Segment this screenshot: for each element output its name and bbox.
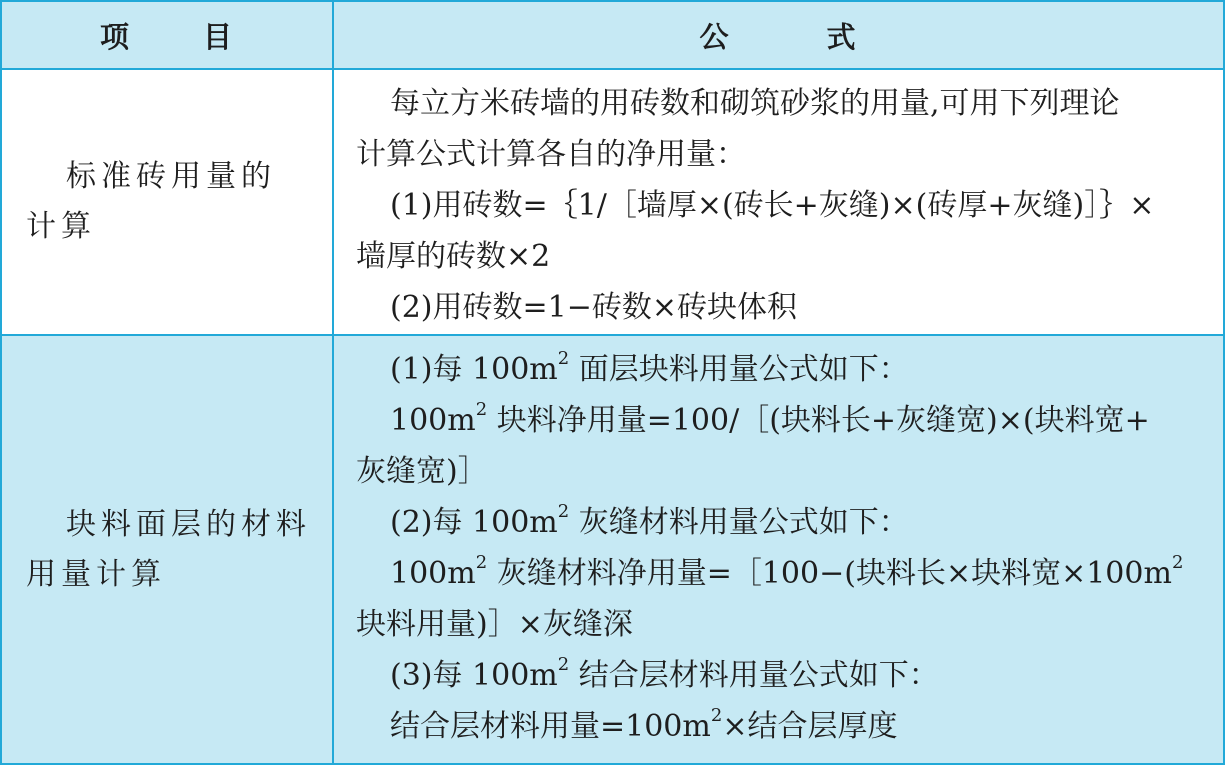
- formula-line: 结合层材料用量$=100m^2\times$结合层厚度: [390, 705, 898, 744]
- header-item-char2: 目: [203, 19, 235, 54]
- item-label-line2: 用量计算: [26, 557, 166, 592]
- table-row-tile: [2, 336, 1223, 763]
- header-formula-cell: [334, 2, 1223, 68]
- formula-line: $100m^2$ 灰缝材料净用量=［100−(块料长×块料宽$\times 100m^2$: [390, 552, 1184, 591]
- item-cell-brick: [2, 70, 334, 334]
- formula-line: $100m^2$ 块料净用量=100/［(块料长+灰缝宽)×(块料宽+: [390, 399, 1150, 438]
- header-formula-char2: 式: [826, 19, 858, 54]
- formula-line: 墙厚的砖数×2: [356, 239, 551, 274]
- formula-line: 计算公式计算各自的净用量：: [356, 137, 746, 172]
- item-label-line1: 标准砖用量的: [66, 159, 276, 194]
- table-row-brick: [2, 70, 1223, 336]
- header-formula-char1: 公: [699, 19, 731, 54]
- item-cell-tile: [2, 336, 334, 763]
- formula-line: 每立方米砖墙的用砖数和砌筑砂浆的用量,可用下列理论: [390, 86, 1120, 121]
- formula-line: (3)每 $100m^2$ 结合层材料用量公式如下：: [390, 654, 939, 693]
- formula-line: (1)每 $100m^2$ 面层块料用量公式如下：: [390, 348, 909, 387]
- header-item-cell: [2, 2, 334, 68]
- formula-line: 块料用量)］×灰缝深: [356, 607, 633, 642]
- header-item-char1: 项: [99, 19, 131, 54]
- formula-line: 灰缝宽)］: [356, 454, 488, 489]
- formula-cell-tile: [334, 336, 1223, 763]
- item-label-line1: 块料面层的材料: [66, 507, 311, 542]
- formula-line: (2)用砖数=1−砖数×砖块体积: [390, 290, 797, 325]
- formula-line: (1)用砖数=｛1/［墙厚×(砖长+灰缝)×(砖厚+灰缝)］｝×: [390, 188, 1155, 223]
- table-header-row: [2, 2, 1223, 70]
- item-label-line2: 计算: [26, 209, 96, 244]
- formula-cell-brick: [334, 70, 1223, 334]
- formula-line: (2)每 $100m^2$ 灰缝材料用量公式如下：: [390, 501, 909, 540]
